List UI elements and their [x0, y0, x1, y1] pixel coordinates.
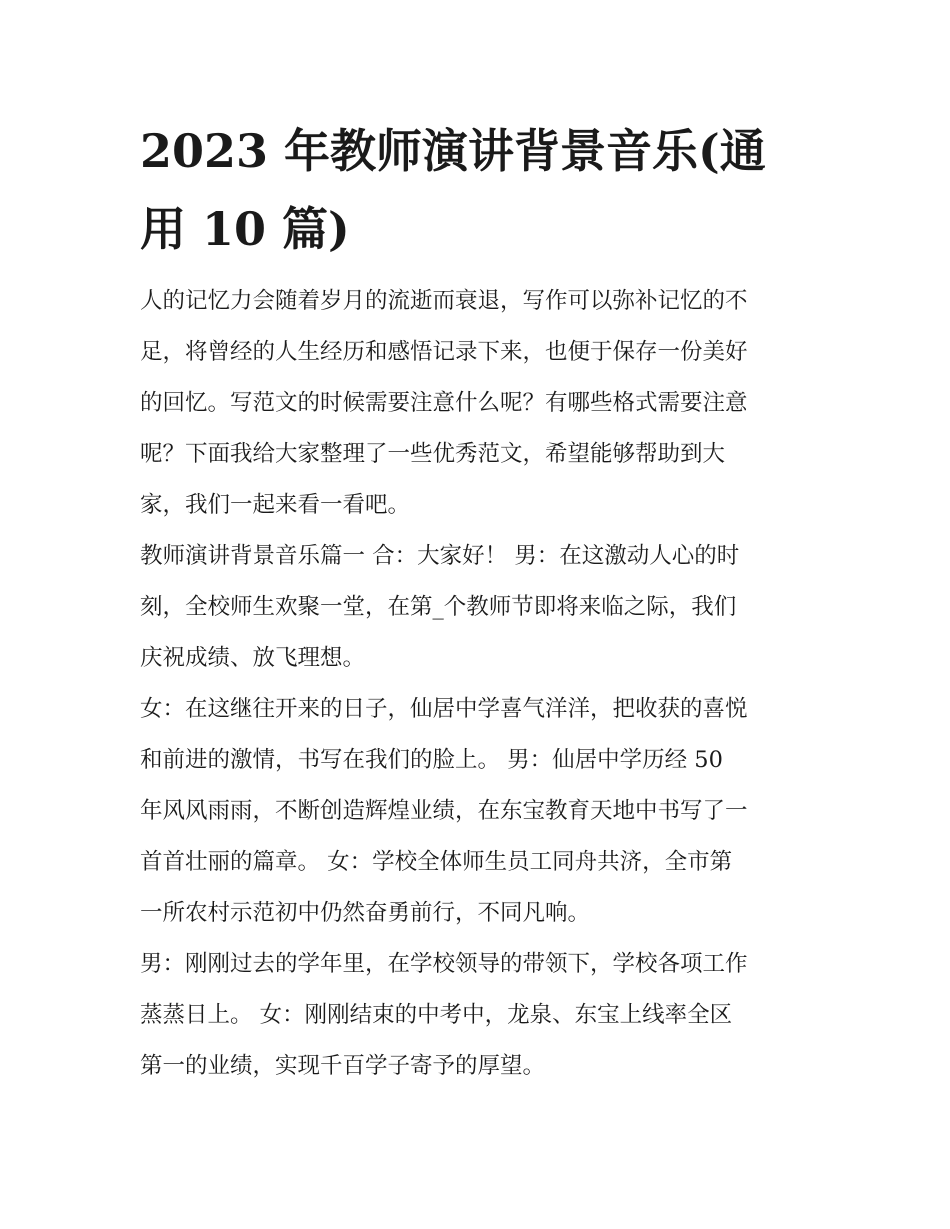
body-line: 女：在这继往开来的日子，仙居中学喜气洋洋，把收获的喜悦	[140, 696, 748, 722]
body-line: 年风风雨雨，不断创造辉煌业绩，在东宝教育天地中书写了一	[140, 798, 748, 824]
body-line: 的回忆。写范文的时候需要注意什么呢？有哪些格式需要注意	[140, 390, 748, 416]
body-line: 家，我们一起来看一看吧。	[140, 492, 411, 518]
body-line: 第一的业绩，实现千百学子寄予的厚望。	[140, 1053, 546, 1079]
body-line: 男：刚刚过去的学年里，在学校领导的带领下，学校各项工作	[140, 951, 748, 977]
body-line: 一所农村示范初中仍然奋勇前行，不同凡响。	[140, 900, 591, 926]
document-body	[140, 276, 820, 1092]
body-line: 呢？下面我给大家整理了一些优秀范文，希望能够帮助到大	[140, 441, 726, 467]
body-line: 教师演讲背景音乐篇一 合：大家好！ 男：在这激动人心的时	[140, 543, 740, 569]
body-line: 刻，全校师生欢聚一堂，在第_个教师节即将来临之际，我们	[140, 594, 737, 620]
title-line: 2023 年教师演讲背景音乐(通	[140, 124, 766, 178]
body-line: 和前进的激情，书写在我们的脸上。 男：仙居中学历经 50	[140, 747, 723, 773]
title-line: 用 10 篇)	[140, 202, 350, 256]
body-line: 足，将曾经的人生经历和感悟记录下来，也便于保存一份美好	[140, 339, 748, 365]
body-line: 首首壮丽的篇章。 女：学校全体师生员工同舟共济，全市第	[140, 849, 733, 875]
body-line: 人的记忆力会随着岁月的流逝而衰退，写作可以弥补记忆的不	[140, 288, 748, 314]
document-title	[140, 112, 820, 268]
body-line: 蒸蒸日上。 女：刚刚结束的中考中，龙泉、东宝上线率全区	[140, 1002, 733, 1028]
body-line: 庆祝成绩、放飞理想。	[140, 645, 366, 671]
